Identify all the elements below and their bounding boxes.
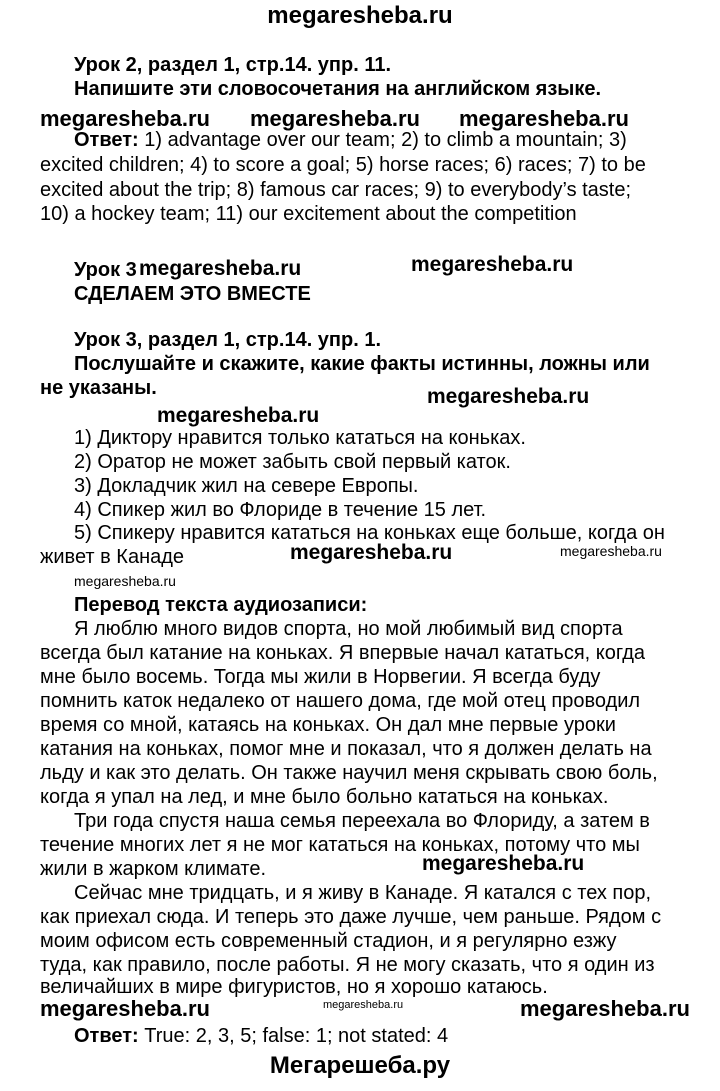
translation-line: величайших в мире фигуристов, но я хорошо катаюсь. [40, 976, 548, 998]
watermark: megaresheba.ru [40, 106, 210, 131]
exercise-task: Послушайте и скажите, какие факты истинны, ложны или [74, 353, 650, 375]
translation-line: жили в жарком климате. [40, 858, 267, 880]
answer-line [74, 1025, 448, 1048]
translation-title: Перевод текста аудиозаписи: [74, 594, 368, 616]
watermark: megaresheba.ru [290, 541, 453, 564]
watermark: megaresheba.ru [560, 543, 662, 559]
watermark: megaresheba.ru [459, 106, 629, 131]
answer-line: 10) a hockey team; 11) our excitement about the competition [40, 203, 577, 225]
translation-line: моим офисом есть современный стадион, и я регулярно езжу [40, 930, 617, 952]
exercise-title: Урок 3, раздел 1, стр.14. упр. 1. [74, 329, 382, 351]
watermark: megaresheba.ru [427, 385, 590, 408]
lesson-title: СДЕЛАЕМ ЭТО ВМЕСТЕ [74, 283, 311, 305]
statement: 1) Диктору нравится только кататься на коньках. [74, 427, 526, 449]
answer-text: True: 2, 3, 5; false: 1; not stated: 4 [138, 1025, 449, 1047]
translation-line: Три года спустя наша семья переехала во Флориду, а затем в [74, 810, 650, 832]
translation-line: туда, как правило, после работы. Я не могу сказать, что я один из [40, 954, 655, 976]
watermark: megaresheba.ru [323, 999, 404, 1011]
exercise-title: Урок 2, раздел 1, стр.14. упр. 11. [74, 54, 392, 76]
translation-line: Сейчас мне тридцать, и я живу в Канаде. Я катался с тех пор, [74, 882, 652, 904]
translation-line: льду и как это делать. Он также научил меня скрывать свою боль, [40, 762, 658, 784]
lesson-heading: Урок 3 [74, 259, 137, 281]
answer-text: 1) advantage over our team; 2) to climb a mountain; 3) [138, 129, 627, 151]
translation-line: катания на коньках, помог мне и показал, что я должен делать на [40, 738, 652, 760]
translation-line: течение многих лет я не мог кататься на коньках, потому что мы [40, 834, 640, 856]
exercise-task: не указаны. [40, 377, 157, 399]
answer-label: Ответ: [74, 129, 139, 151]
answer-line: excited children; 4) to score a goal; 5) horse races; 6) races; 7) to be [40, 154, 646, 176]
translation-line: мне было восемь. Тогда мы жили в Норвегии. Я всегда буду [40, 666, 601, 688]
watermark: megaresheba.ru [422, 852, 585, 875]
statement: живет в Канаде [40, 546, 185, 568]
translation-line: помнить каток недалеко от нашего дома, где мой отец проводил [40, 690, 641, 712]
watermark: megaresheba.ru [40, 996, 210, 1021]
statement: 2) Оратор не может забыть свой первый каток. [74, 451, 511, 473]
answer-label: Ответ: [74, 1025, 139, 1047]
watermark: megaresheba.ru [157, 404, 320, 427]
translation-line: время со мной, катаясь на коньках. Он дал мне первые уроки [40, 714, 616, 736]
answer-line [74, 129, 627, 152]
translation-line: когда я упал на лед, и мне было больно кататься на коньках. [40, 786, 609, 808]
answer-line: excited about the trip; 8) famous car races; 9) to everybody’s taste; [40, 179, 632, 201]
exercise-task: Напишите эти словосочетания на английском языке. [74, 78, 602, 100]
site-watermark-top: megaresheba.ru [267, 2, 453, 29]
watermark: megaresheba.ru [411, 253, 574, 276]
watermark: megaresheba.ru [250, 106, 420, 131]
watermark: megaresheba.ru [74, 573, 176, 589]
translation-line: Я люблю много видов спорта, но мой любимый вид спорта [74, 618, 623, 640]
statement: 3) Докладчик жил на севере Европы. [74, 475, 419, 497]
watermark: megaresheba.ru [520, 996, 690, 1021]
watermark: megaresheba.ru [139, 257, 302, 280]
statement: 5) Спикеру нравится кататься на коньках еще больше, когда он [74, 522, 665, 544]
statement: 4) Спикер жил во Флориде в течение 15 лет. [74, 499, 487, 521]
translation-line: как приехал сюда. И теперь это даже лучше, чем раньше. Рядом с [40, 906, 662, 928]
translation-line: всегда был катание на коньках. Я впервые начал кататься, когда [40, 642, 646, 664]
site-watermark-bottom: Мегарешеба.ру [269, 1052, 451, 1079]
